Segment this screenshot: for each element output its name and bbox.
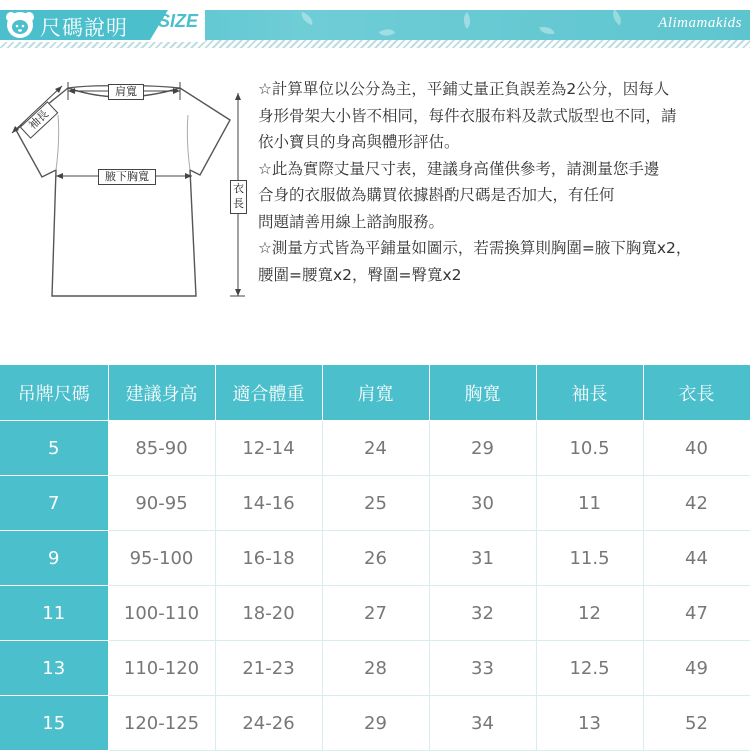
height-cell: 90-95 (108, 476, 215, 531)
weight-cell: 12-14 (215, 421, 322, 476)
chest-cell: 34 (429, 696, 536, 751)
size-cell: 5 (0, 421, 108, 476)
size-table (0, 365, 750, 751)
chest-label: 腋下胸寬 (98, 169, 156, 185)
weight-cell: 18-20 (215, 586, 322, 641)
size-cell: 7 (0, 476, 108, 531)
length-label (230, 180, 247, 214)
height-cell: 85-90 (108, 421, 215, 476)
chest-cell: 32 (429, 586, 536, 641)
weight-cell: 14-16 (215, 476, 322, 531)
shoulder-label: 肩寬 (108, 84, 144, 100)
note-paragraph: ☆此為實際丈量尺寸表，建議身高僅供參考，請測量您手邊 合身的衣服做為購買依據斟酌尺碼是否加大，有任何 問題請善用線上諮詢服務。 (258, 159, 660, 231)
chest-cell: 31 (429, 531, 536, 586)
length-label-bottom: 長 (233, 197, 244, 210)
chest-cell: 33 (429, 641, 536, 696)
header-sleeve: 袖長 (536, 365, 643, 421)
weight-cell: 24-26 (215, 696, 322, 751)
brand-name: Alimamakids (658, 15, 742, 31)
length-cell: 42 (643, 476, 750, 531)
sheep-icon (2, 8, 38, 40)
page-title: 尺碼說明 (40, 16, 128, 40)
table-row (0, 586, 750, 641)
header-size-tag: 吊牌尺碼 (0, 365, 108, 421)
header-weight: 適合體重 (215, 365, 322, 421)
header-height: 建議身高 (108, 365, 215, 421)
weight-cell: 16-18 (215, 531, 322, 586)
header-chest: 胸寬 (429, 365, 536, 421)
weight-cell: 21-23 (215, 641, 322, 696)
table-row (0, 696, 750, 751)
size-notes (258, 76, 750, 288)
table-row (0, 641, 750, 696)
page-subtitle: SIZE (158, 11, 199, 31)
size-cell: 15 (0, 696, 108, 751)
height-cell: 100-110 (108, 586, 215, 641)
shoulder-cell: 27 (322, 586, 429, 641)
header-shoulder: 肩寬 (322, 365, 429, 421)
size-cell: 9 (0, 531, 108, 586)
length-cell: 47 (643, 586, 750, 641)
height-cell: 95-100 (108, 531, 215, 586)
tshirt-measurement-diagram (0, 60, 255, 310)
table-header-row (0, 365, 750, 421)
page-header (0, 0, 750, 48)
shoulder-cell: 29 (322, 696, 429, 751)
shoulder-cell: 24 (322, 421, 429, 476)
header-length: 衣長 (643, 365, 750, 421)
sleeve-cell: 12 (536, 586, 643, 641)
length-cell: 40 (643, 421, 750, 476)
chest-cell: 29 (429, 421, 536, 476)
length-cell: 44 (643, 531, 750, 586)
sleeve-cell: 10.5 (536, 421, 643, 476)
sleeve-label: 袖長 (20, 101, 59, 139)
size-cell: 11 (0, 586, 108, 641)
length-label-top: 衣 (233, 182, 244, 195)
shoulder-cell: 26 (322, 531, 429, 586)
height-cell: 120-125 (108, 696, 215, 751)
shoulder-cell: 28 (322, 641, 429, 696)
note-paragraph: ☆測量方式皆為平鋪量如圖示，若需換算則胸圍=腋下胸寬x2， 腰圍=腰寬x2，臀圍=臀寬x2 (258, 239, 692, 284)
sleeve-cell: 12.5 (536, 641, 643, 696)
table-row (0, 476, 750, 531)
length-cell: 49 (643, 641, 750, 696)
table-row (0, 531, 750, 586)
length-cell: 52 (643, 696, 750, 751)
shoulder-cell: 25 (322, 476, 429, 531)
table-row (0, 421, 750, 476)
chest-cell: 30 (429, 476, 536, 531)
size-cell: 13 (0, 641, 108, 696)
height-cell: 110-120 (108, 641, 215, 696)
sleeve-cell: 11 (536, 476, 643, 531)
sleeve-cell: 11.5 (536, 531, 643, 586)
note-paragraph: ☆計算單位以公分為主，平鋪丈量正負誤差為2公分，因每人 身形骨架大小皆不相同，每件衣服布料及款式版型也不同，請 依小寶貝的身高與體形評估。 (258, 80, 677, 151)
sleeve-cell: 13 (536, 696, 643, 751)
